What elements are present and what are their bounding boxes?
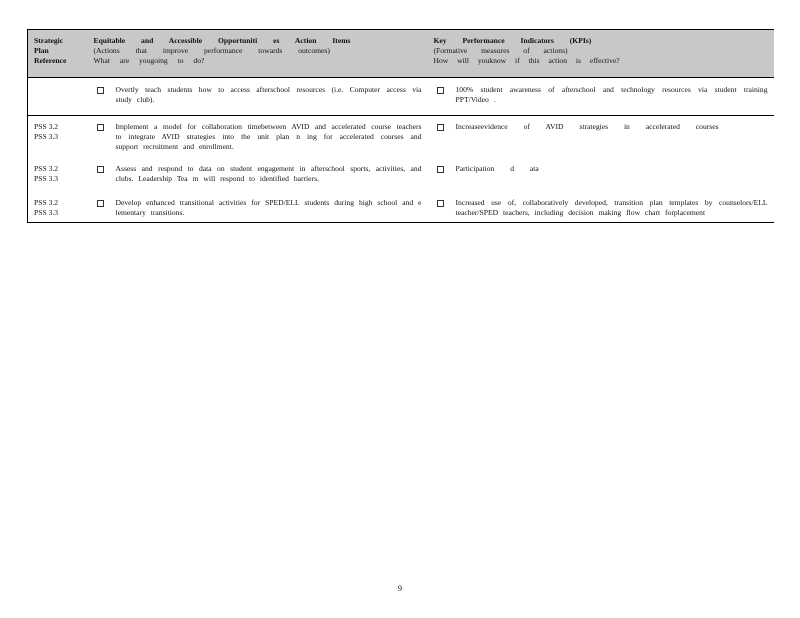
page-number: 9	[398, 584, 402, 593]
kpi-cell	[428, 194, 774, 223]
header-subtitle-line: (Actions that improve performance towards outcomes)	[93, 46, 330, 55]
kpi-text: 100% student awareness of afterschool and technology resources via student training PPT/Video .	[455, 85, 768, 104]
action-text: Implement a model for collaboration timebetween AVID and accelerated course teachers to integrate AVID strategies into the unit plan n ing for accelerated courses and support recruitment and enrollment.	[115, 122, 422, 151]
kpi-item	[434, 198, 768, 218]
table-row	[28, 116, 774, 161]
action-text: Assess and respond to data on student engagement in afterschool sports, activities, and clubs. Leadership Tea m will respond to identified barriers.	[115, 164, 422, 183]
reference-code: PSS 3.2	[34, 122, 59, 131]
action-cell	[88, 78, 428, 116]
checkbox-bullet-icon	[97, 124, 104, 131]
checkbox-bullet-icon	[97, 87, 104, 94]
reference-code: PSS 3.3	[34, 173, 59, 183]
kpi-item	[434, 122, 768, 132]
table-row	[28, 160, 774, 194]
action-cell	[88, 194, 428, 223]
reference-cell	[28, 194, 88, 223]
action-item	[94, 164, 422, 184]
reference-cell	[28, 160, 88, 194]
header-title-line: Equitable and Accessible Opportuniti es Action Items	[93, 36, 351, 45]
header-title-line: Reference	[34, 56, 67, 65]
kpi-cell	[428, 116, 774, 161]
checkbox-bullet-icon	[437, 166, 444, 173]
header-action-items	[88, 30, 428, 78]
kpi-text: Increaseevidence of AVID strategies in accelerated courses	[455, 122, 719, 131]
header-strategic-plan-reference	[28, 30, 88, 78]
table-row	[28, 78, 774, 116]
table-header	[28, 30, 774, 78]
checkbox-bullet-icon	[437, 200, 444, 207]
reference-cell	[28, 78, 88, 116]
action-item	[94, 85, 422, 105]
kpi-cell	[428, 160, 774, 194]
action-item	[94, 198, 422, 218]
header-title-line: Strategic	[34, 36, 64, 45]
reference-code: PSS 3.3	[34, 131, 59, 141]
reference-code: PSS 3.2	[34, 198, 59, 207]
kpi-text: Participation d ata	[455, 164, 539, 173]
checkbox-bullet-icon	[437, 87, 444, 94]
reference-cell	[28, 116, 88, 161]
header-subtitle-line: What are yougoing to do?	[93, 56, 205, 65]
table-body	[28, 78, 774, 223]
action-cell	[88, 160, 428, 194]
header-row	[28, 30, 774, 78]
header-kpis	[428, 30, 774, 78]
checkbox-bullet-icon	[97, 200, 104, 207]
checkbox-bullet-icon	[97, 166, 104, 173]
header-title-line: Key Performance Indicators (KPIs)	[433, 36, 592, 45]
reference-code: PSS 3.3	[34, 207, 59, 217]
checkbox-bullet-icon	[437, 124, 444, 131]
kpi-cell	[428, 78, 774, 116]
reference-code: PSS 3.2	[34, 164, 59, 173]
action-text: Develop enhanced transitional activities for SPED/ELL students during high school and e lementary transitions.	[115, 198, 422, 217]
table-row	[28, 194, 774, 223]
action-item	[94, 122, 422, 152]
header-subtitle-line: How will youknow if this action is effective?	[433, 56, 620, 65]
kpi-item	[434, 164, 768, 174]
action-cell	[88, 116, 428, 161]
kpi-item	[434, 85, 768, 105]
header-subtitle-line: (Formative measures of actions)	[433, 46, 568, 55]
action-plan-table	[27, 29, 774, 223]
kpi-text: Increased use of, collaboratively developed, transition plan templates by counselors/ELL teacher/SPED teachers, including decision making flow chart forplacement	[455, 198, 768, 217]
action-text: Overtly teach students how to access afterschool resources (i.e. Computer access via study club).	[115, 85, 422, 104]
header-title-line: Plan	[34, 46, 49, 55]
